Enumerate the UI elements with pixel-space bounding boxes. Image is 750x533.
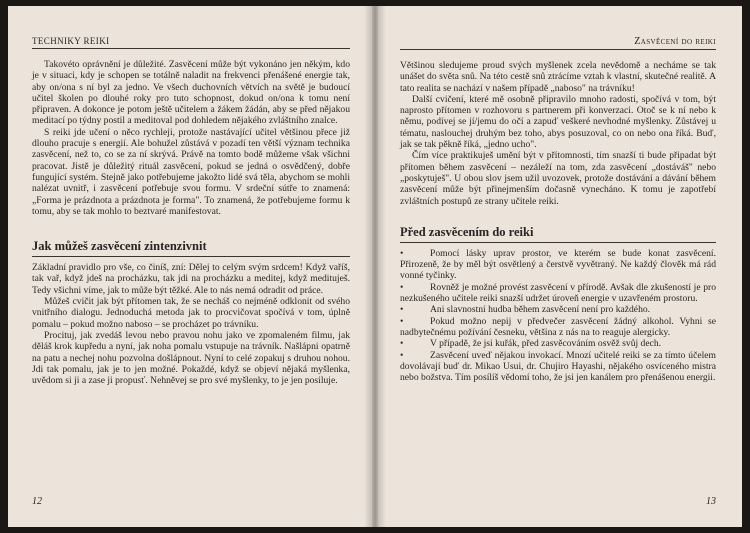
bullet-icon: • xyxy=(400,349,404,361)
section-heading-left: Jak můžeš zasvěcení zintenzivnit xyxy=(32,239,350,257)
paragraph: Většinou sledujeme proud svých myšlenek zcela nevědomě a necháme se tak unášet do světa snů. Na této cestě snů ztrácíme vztah k vlastní, skutečné realitě. A tato realita se nachází v našem případě „naboso" na trávníku! xyxy=(400,60,716,94)
bullet-icon: • xyxy=(400,338,404,350)
list-item-text: Ani slavnostní hudba během zasvěcení není pro každého. xyxy=(430,304,651,316)
paragraph: S reiki jde učení o něco rychleji, protože nastávající učitel většinou přece již dlouho pracuje s energií. Ale bohužel zůstává v pozadí ten větší význam technika zasvěcení, než to, co se za ní skrývá. Právě na tomto bodě můžeme však všichni pracovat. Jistě je důležitý rituál zasvěcení, pokud se jedná o osvědčený, dobře fungující systém. Stejně jako potřebujeme jakožto lidé svá těla, abychom se mohli nalézat uvnitř, i zasvěcení potřebuje svou formu. V srdeční sútře to znamená: „Forma je prázdnota a prázdnota je forma". To znamená, že potřebujeme formu k tomu, aby se tak mohlo to beztvaré manifestovat. xyxy=(32,126,350,217)
paragraph: Můžeš cvičit jak být přítomen tak, že se necháš co nejméně odklonit od svého vnitřního dialogu. Jednoduchá metoda jak to procvičovat spočívá v tom, úplně pomalu – pokud možno naboso – se procházet po trávníku. xyxy=(32,296,350,330)
bullet-icon: • xyxy=(400,247,404,259)
list-item-text: Rovněž je možné provést zasvěcení v přírodě. Avšak dle zkušeností je pro nezkušeného učitele reiki snazší udržet úroveň energie v uzavřeném prostoru. xyxy=(400,281,716,305)
book-gutter xyxy=(364,6,386,527)
list-item xyxy=(400,316,716,339)
bullet-icon: • xyxy=(400,281,404,293)
right-page xyxy=(378,6,742,527)
list-item-text: V případě, že jsi kuřák, před zasvěcováním osvěž svůj dech. xyxy=(430,338,662,350)
list-item-text: Zasvěcení uveď nějakou invokací. Mnozí učitelé reiki se za tímto účelem dovolávají buď dr. Mikao Usui, dr. Chujiro Hayashi, nějakého osvíceného mistra nebo božstva. Tím posílíš vědomí toho, že jsi jen kanálem pro přenášenou energii. xyxy=(400,349,716,384)
running-head-right-text: Zasvěcení do reiki xyxy=(634,36,716,47)
left-page xyxy=(8,6,372,527)
paragraph: Procituj, jak zvedáš levou nebo pravou nohu jako ve zpomaleném filmu, jak děláš krok kupředu a nyní, jak noha pomalu vstupuje na trávník. Našlápni opatrně na patu a nechej nohu pozvolna došlápnout. Nyní to celé zopakuj s druhou nohou. Jdi tak pomalu, jak je to jen možné. Pokaždé, když se objeví nějaká myšlenka, uvědom si ji a zase ji propusť. Nehněvej se pro své myšlenky, to je jen posiluje. xyxy=(32,329,350,387)
paragraph: Takovéto oprávnění je důležité. Zasvěcení může být vykonáno jen někým, kdo je v situaci, kdy je schopen se totálně naladit na frekvenci přenášené energie tak, aby on/ona s ní byl za jedno. Ve všech duchovních větvích na světě je budoucí učitel školen po dlouhé roky pro tuto schopnost, dokud on/ona k tomu není připraven. A dokonce je potom ještě učitelem a žákem žádán, aby se před nějakou meditací po týdny postil a meditoval pod dohledem nějakého zvláštního znalce. xyxy=(32,59,350,127)
bullet-icon: • xyxy=(400,315,404,327)
running-head-left: TECHNIKY REIKI xyxy=(32,36,350,49)
list-item xyxy=(400,338,716,349)
bullet-icon: • xyxy=(400,304,404,316)
running-head-right xyxy=(400,36,716,50)
bullet-list xyxy=(400,248,716,384)
list-item-text: Pomocí lásky uprav prostor, ve kterém se bude konat zasvěcení. Přirozeně, že by měl být osvětlený a čerstvě vyvětraný. Ne každý člověk má rád vonné tyčinky. xyxy=(400,247,716,282)
page-number-left: 12 xyxy=(32,496,42,507)
book-spread xyxy=(8,6,742,527)
list-item xyxy=(400,248,716,282)
paragraph: Další cvičení, které mě osobně připravilo mnoho radosti, spočívá v tom, být naprosto přítomen v rozhovoru s partnerem při konverzaci. Otoč se k ní nebo k němu, podívej se jí/jemu do očí a zapuď veškeré nevhodné myšlenky. Zůstávej u tématu, naslouchej druhým bez toho, abys posuzoval, co on nebo ona říká. Buď, jak se tak pěkně říká, „jedno ucho". xyxy=(400,93,716,151)
list-item xyxy=(400,282,716,305)
list-item xyxy=(400,304,716,315)
page-number-right: 13 xyxy=(706,496,716,507)
section-heading-right: Před zasvěcením do reiki xyxy=(400,225,716,243)
list-item xyxy=(400,350,716,384)
paragraph: Základní pravidlo pro vše, co činíš, zní: Dělej to celým svým srdcem! Když vaříš, tak vař, když jdeš na procházku, tak jdi na procházku a meditej, když medituješ. Tedy všichni víme, jak to může být těžké. Ale to nás nemá odradit od práce. xyxy=(32,262,350,296)
list-item-text: Pokud možno nepij v předvečer zasvěcení žádný alkohol. Vyhni se nadbytečnému požívání česneku, většina z nás na to reaguje alergicky. xyxy=(400,315,716,338)
paragraph: Čím více praktikuješ umění být v přítomnosti, tím snazší ti bude připadat být přítomen během zasvěcení – nezáleží na tom, zda zasvěcení „dostáváš" nebo „poskytuješ". U obou slov jsem užil uvozovek, protože dostávání a dávání během zasvěcení může být přinejmenším dočasně vynecháno. K tomu je zapotřebí zvláštních postupů ze strany učitele reiki. xyxy=(400,150,716,207)
